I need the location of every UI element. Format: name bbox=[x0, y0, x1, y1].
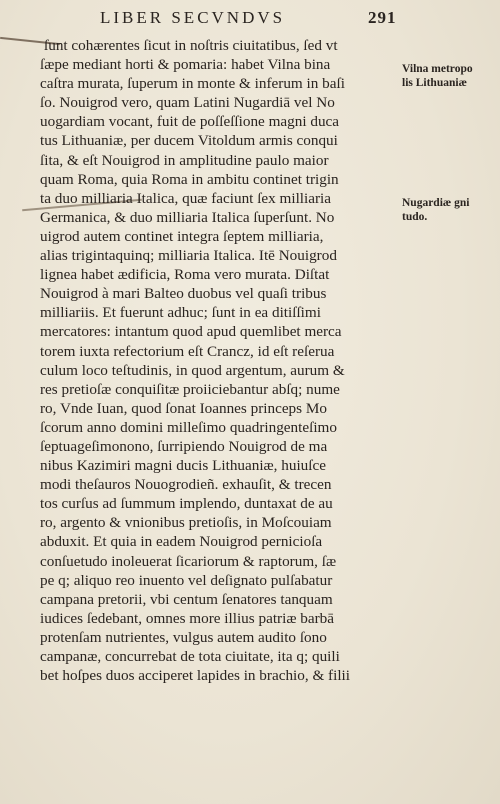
text-line: torem iuxta refectorium eſt Crancz, id eſt reſerua bbox=[40, 342, 335, 360]
text-line: caſtra murata, ſuperum in monte & inferum in baſi bbox=[40, 75, 345, 93]
text-line: bet hoſpes duos acciperet lapides in brachio, & filii bbox=[40, 667, 350, 685]
text-line: alias trigintaquinq; milliaria Italica. Itē Nouigrod bbox=[40, 247, 337, 265]
margin-note-vilna bbox=[402, 62, 473, 90]
margin-note-line: lis Lithuaniæ bbox=[402, 77, 467, 89]
text-line: modi theſauros Nouogrodieñ. exhauſit, & trecen bbox=[40, 476, 332, 494]
text-line: tos curſus ad ſummum implendo, duntaxat de au bbox=[40, 495, 333, 513]
text-line: quam Roma, quia Roma in ambitu continet trigin bbox=[40, 170, 339, 188]
text-line: protenſam nutrientes, vulgus autem audito ſono bbox=[40, 628, 327, 646]
text-line: iudices ſedebant, omnes more illius patriæ barbā bbox=[40, 609, 334, 627]
margin-note-line: Vilna metropo bbox=[402, 63, 473, 75]
body-text bbox=[40, 36, 402, 685]
text-line: lignea habet ædificia, Roma vero murata. Diſtat bbox=[40, 266, 330, 284]
text-line: ſunt cohærentes ſicut in noſtris ciuitatibus, ſed vt bbox=[44, 37, 338, 54]
text-line: nibus Kazimiri magni ducis Lithuaniæ, huiuſce bbox=[40, 457, 326, 475]
text-line: ſeptuageſimonono, ſurripiendo Nouigrod de ma bbox=[40, 437, 328, 455]
text-line: ro, Vnde Iuan, quod ſonat Ioannes princeps Mo bbox=[40, 399, 327, 417]
text-line: ro, argento & vnionibus pretioſis, in Moſcouiam bbox=[40, 514, 332, 532]
page-number: 291 bbox=[368, 8, 397, 27]
text-line: ta duo milliaria Italica, quæ faciunt ſex milliaria bbox=[40, 189, 331, 207]
text-line: tus Lithuaniæ, per ducem Vitoldum armis conqui bbox=[40, 132, 338, 150]
text-line: pe q; aliquo reo inuento vel deſignato pulſabatur bbox=[40, 571, 333, 589]
margin-note-line: Nugardiæ gni bbox=[402, 197, 470, 209]
text-line: ſcorum anno domini milleſimo quadringenteſimo bbox=[40, 418, 337, 436]
text-line: ſæpe mediant horti & pomaria: habet Vilna bina bbox=[40, 56, 331, 74]
text-line: uigrod autem continet integra ſeptem milliaria, bbox=[40, 227, 324, 245]
margin-note-nugardia bbox=[402, 196, 469, 224]
margin-note-line: tudo. bbox=[402, 211, 428, 223]
text-line: milliariis. Et fuerunt adhuc; ſunt in ea ditiſſimi bbox=[40, 304, 321, 322]
text-line: Nouigrod à mari Balteo duobus vel quaſi tribus bbox=[40, 285, 327, 303]
text-line: campana pretorii, vbi centum ſenatores tanquam bbox=[40, 590, 333, 608]
text-line: abduxit. Et quia in eadem Nouigrod pernicioſa bbox=[40, 533, 323, 551]
text-line: res pretioſæ conquiſitæ proiiciebantur abſq; nume bbox=[40, 380, 340, 398]
text-line: ſo. Nouigrod vero, quam Latini Nugardiā vel No bbox=[40, 94, 335, 112]
text-line: ſita, & eſt Nouigrod in amplitudine paulo maior bbox=[40, 151, 329, 169]
text-line: conſuetudo inoleuerat ſicariorum & raptorum, ſæ bbox=[40, 552, 337, 570]
text-line: mercatores: intantum quod apud quemlibet merca bbox=[40, 323, 342, 341]
text-line: Germanica, & duo milliaria Italica ſuperſunt. No bbox=[40, 208, 335, 226]
running-title: LIBER SECVNDVS bbox=[100, 8, 286, 27]
text-line: culum loco teſtudinis, in quod argentum, aurum & bbox=[40, 361, 345, 379]
text-line: campanæ, concurrebat de tota ciuitate, ita q; quili bbox=[40, 648, 340, 665]
text-line: uogardiam vocant, fuit de poſſeſſione magni duca bbox=[40, 113, 340, 131]
